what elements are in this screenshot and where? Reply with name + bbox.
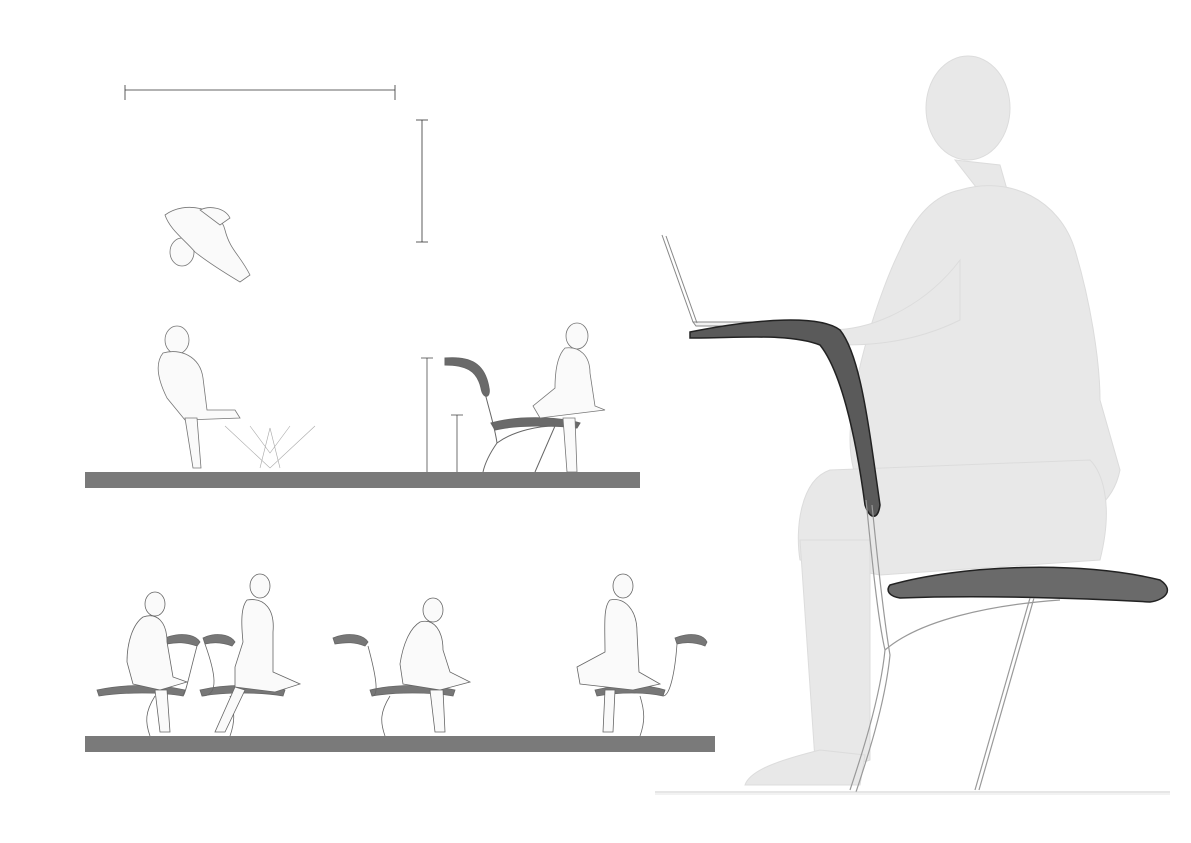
top-view-drawing [110, 80, 430, 280]
front-side-view-drawing [85, 318, 645, 498]
usage-scenarios-drawing [85, 572, 725, 752]
